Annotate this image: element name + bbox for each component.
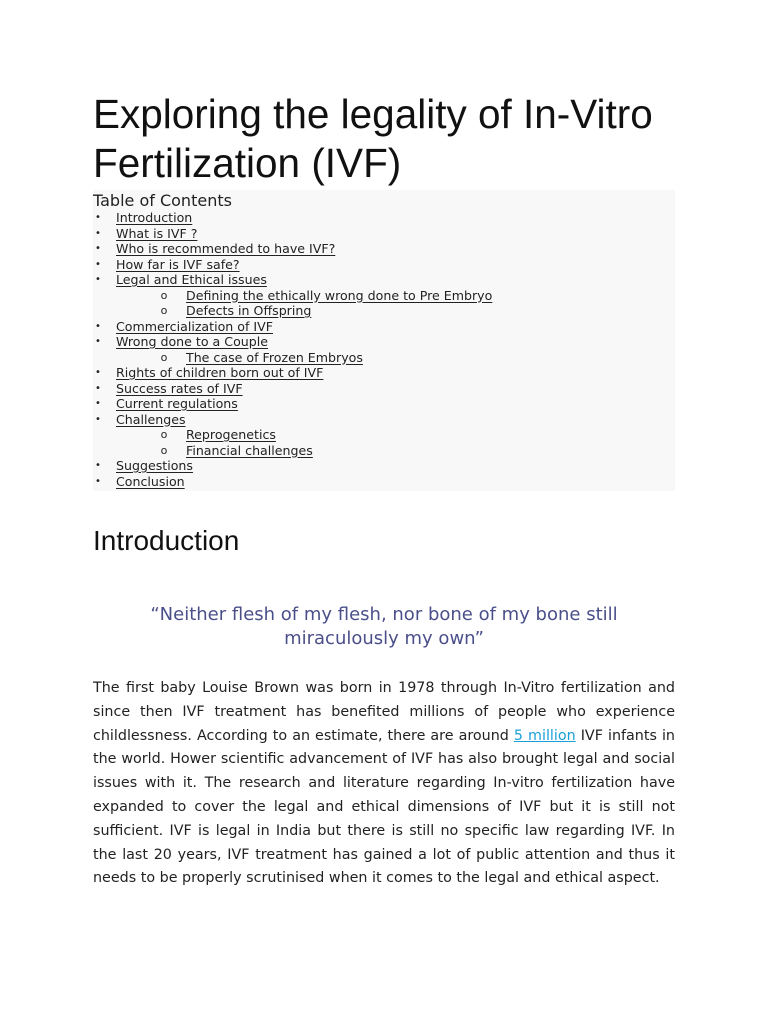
toc-heading: Table of Contents xyxy=(93,191,232,210)
toc-link[interactable]: Introduction xyxy=(116,210,193,225)
bullet-icon: • xyxy=(95,274,101,285)
toc-link[interactable]: What is IVF ? xyxy=(116,225,198,241)
toc-link[interactable]: Conclusion xyxy=(116,473,185,489)
toc-link[interactable]: Defining the ethically wrong done to Pre Embryo xyxy=(186,287,493,303)
toc-link[interactable]: How far is IVF safe? xyxy=(116,256,240,272)
toc-item-how-far-is-ivf-safe xyxy=(93,257,675,273)
toc-item-legal-and-ethical-issues xyxy=(93,272,675,288)
bullet-icon: • xyxy=(95,367,101,378)
bullet-icon: • xyxy=(95,227,101,239)
page-title: Exploring the legality of In-Vitro Fertilization (IVF) xyxy=(93,91,653,186)
toc-link[interactable]: Commercialization of IVF xyxy=(116,318,273,334)
toc-item-who-is-recommended-to-have-ivf xyxy=(93,241,675,257)
toc-link[interactable]: Legal and Ethical issues xyxy=(116,272,267,287)
bullet-icon: • xyxy=(95,460,101,471)
intro-paragraph xyxy=(93,677,675,891)
table-of-contents xyxy=(93,190,675,491)
toc-link[interactable]: Rights of children born out of IVF xyxy=(116,365,324,380)
toc-item-success-rates-of-ivf xyxy=(93,381,675,397)
bullet-icon: • xyxy=(95,382,101,394)
toc-link[interactable]: Current regulations xyxy=(116,396,238,411)
toc-link[interactable]: Who is recommended to have IVF? xyxy=(116,241,336,256)
toc-item-current-regulations xyxy=(93,396,675,412)
toc-item-challenges xyxy=(93,412,675,428)
toc-link[interactable]: Defects in Offspring xyxy=(186,303,312,318)
toc-item-what-is-ivf xyxy=(93,226,675,242)
toc-item-suggestions xyxy=(93,458,675,474)
toc-item-commercialization-of-ivf xyxy=(93,319,675,335)
toc-item-financial-challenges xyxy=(93,443,675,459)
toc-link[interactable]: Financial challenges xyxy=(186,442,313,458)
toc-link[interactable]: Success rates of IVF xyxy=(116,380,243,396)
toc-link[interactable]: Reprogenetics xyxy=(186,427,276,442)
bullet-icon: • xyxy=(95,243,101,254)
intro-text-part-1: The first baby Louise Brown was born in 1978 through In-Vitro fertilization and since then IVF treatment has benefited millions of people who experience childlessness. According to an estimate, there are around xyxy=(93,680,675,744)
circle-bullet-icon: o xyxy=(160,350,168,364)
toc-item-defects-in-offspring xyxy=(93,303,675,319)
circle-bullet-icon: o xyxy=(160,443,168,457)
circle-bullet-icon: o xyxy=(160,428,168,441)
toc-item-introduction xyxy=(93,210,675,226)
bullet-icon: • xyxy=(95,413,101,425)
toc-item-defining-the-ethically-wrong-done-to-pre-embryo xyxy=(93,288,675,304)
toc-link[interactable]: Suggestions xyxy=(116,458,193,473)
toc-item-reprogenetics xyxy=(93,427,675,443)
toc-link[interactable]: Wrong done to a Couple xyxy=(116,334,268,349)
five-million-link[interactable]: 5 million xyxy=(513,727,576,744)
bullet-icon: • xyxy=(95,320,101,332)
bullet-icon: • xyxy=(95,258,101,270)
circle-bullet-icon: o xyxy=(160,288,168,302)
toc-item-rights-of-children-born-out-of-ivf xyxy=(93,365,675,381)
toc-item-wrong-done-to-a-couple xyxy=(93,334,675,350)
toc-item-the-case-of-frozen-embryos xyxy=(93,350,675,366)
intro-text-part-2: IVF infants in the world. Hower scientific advancement of IVF has also brought legal and social issues with it. The research and literature regarding In-vitro fertilization have expanded to cover the legal and ethical dimensions of IVF but it is still not sufficient. IVF is legal in India but there is still no specific law regarding IVF. In the last 20 years, IVF treatment has gained a lot of public attention and thus it needs to be properly scrutinised when it comes to the legal and ethical aspect. xyxy=(93,727,675,887)
toc-link[interactable]: The case of Frozen Embryos xyxy=(186,349,363,365)
circle-bullet-icon: o xyxy=(160,304,168,317)
section-heading-introduction: Introduction xyxy=(93,525,240,556)
bullet-icon: • xyxy=(95,398,101,409)
pull-quote: “Neither flesh of my flesh, nor bone of my bone still miraculously my own” xyxy=(150,604,618,649)
toc-link[interactable]: Challenges xyxy=(116,411,186,427)
bullet-icon: • xyxy=(95,212,101,223)
bullet-icon: • xyxy=(95,475,101,487)
toc-list xyxy=(93,210,675,489)
bullet-icon: • xyxy=(95,336,101,347)
toc-item-conclusion xyxy=(93,474,675,490)
